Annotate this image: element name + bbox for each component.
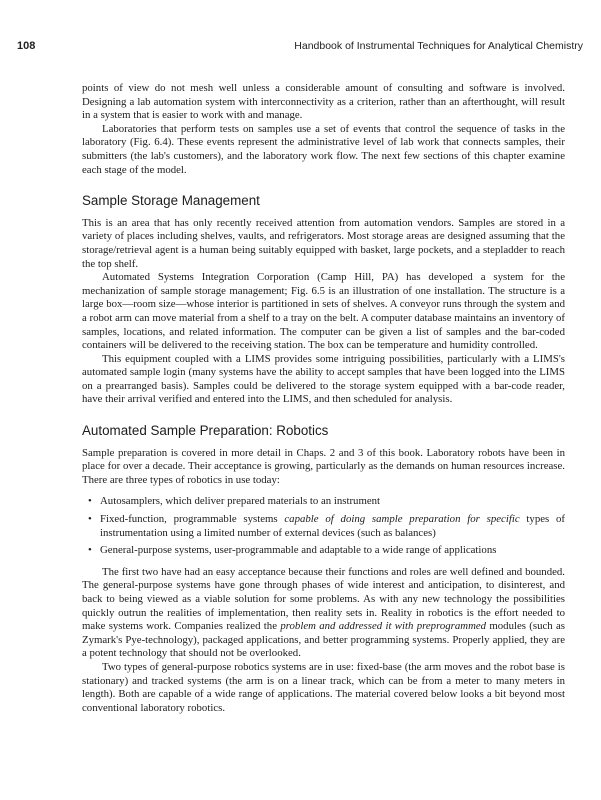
paragraph: Laboratories that perform tests on samples use a set of events that control the sequence of tasks in the laboratory (Fig. 6.4). These events represent the administrative level of lab work that connects samples, their submitters (the lab's customers), and the laboratory work flow. The next few sections of this chapter examine each stage of the model. (82, 122, 565, 176)
paragraph: This equipment coupled with a LIMS provides some intriguing possibilities, particularly with a LIMS's automated sample login (many systems have the ability to accept samples that have been logged into the LIMS on a prearranged basis). Samples could be delivered to the storage system equipped with a bar-code reader, have their arrival verified and entered into the LIMS, and then scheduled for analysis. (82, 352, 565, 406)
list-item-text: Autosamplers, which deliver prepared materials to an instrument (100, 495, 381, 508)
paragraph-text: The first two have had an easy acceptance because their functions and roles are well defined and bounded. The general-purpose systems have gone through phases of wide interest and anticipation, to disinterest, and back to being viewed as a viable solution for some problems. As with any new technology the possibilities quickly outrun the realities of implementation, then reality sets in. Reality in robotics is the effort needed to make systems work. Companies realized the (82, 565, 565, 633)
page-body (82, 82, 565, 715)
list-item-text: Fixed-function, programmable systems (100, 513, 285, 526)
page-number: 108 (17, 40, 36, 52)
list-item-text: General-purpose systems, user-programmable and adaptable to a wide range of applications (100, 544, 497, 557)
paragraph: points of view do not mesh well unless a considerable amount of consulting and software is involved. Designing a lab automation system with interconnectivity as a criterion, rather than an afterthought, will result in a system that is easier to work with and manage. (82, 82, 565, 122)
paragraph-italic-text: problem and addressed it with preprogrammed (280, 620, 487, 633)
list-item-text: types of instrumentation using a limited number of external devices (such as balances) (100, 513, 565, 539)
running-head (0, 40, 601, 56)
paragraph (82, 566, 565, 661)
bullet-icon: • (88, 513, 92, 526)
bullet-icon: • (88, 495, 92, 508)
list-item (82, 544, 565, 558)
paragraph-text: modules (such as Zymark's Pye-technology), packaged applications, and better programming systems. Properly applied, they are a potent technology that should not be overlooked. (82, 620, 565, 660)
list-item (82, 495, 565, 509)
book-title: Handbook of Instrumental Techniques for Analytical Chemistry (294, 40, 583, 52)
paragraph: Sample preparation is covered in more detail in Chaps. 2 and 3 of this book. Laboratory robots have been in place for over a decade. Their acceptance is growing, particularly as the demands on human resources increase. There are three types of robotics in use today: (82, 446, 565, 486)
bullet-list (82, 495, 565, 557)
list-item-italic-text: capable of doing sample preparation for specific (284, 513, 520, 526)
bullet-icon: • (88, 544, 92, 557)
list-item (82, 513, 565, 540)
section-heading-sample-storage: Sample Storage Management (82, 193, 260, 209)
paragraph: This is an area that has only recently received attention from automation vendors. Samples are stored in a variety of places including shelves, vaults, and refrigerators. Most storage areas are designed assuming that the storage/retrieval agent is a human being suitably equipped with basket, large pockets, and a stepladder to reach the top shelf. (82, 216, 565, 270)
paragraph: Two types of general-purpose robotics systems are in use: fixed-base (the arm moves and the robot base is stationary) and tracked systems (the arm is on a linear track, which can be from a meter to many meters in length). Both are capable of a wide range of applications. The material covered below looks a bit beyond most conventional laboratory robotics. (82, 660, 565, 714)
section-heading-robotics: Automated Sample Preparation: Robotics (82, 423, 329, 439)
paragraph: Automated Systems Integration Corporation (Camp Hill, PA) has developed a system for the mechanization of sample storage management; Fig. 6.5 is an illustration of one installation. The structure is a large box—room size—whose interior is partitioned in sets of shelves. A conveyor runs through the system and a robot arm can move material from a shelf to a tray on the belt. A computer database maintains an inventory of samples, locations, and related information. The computer can be given a list of samples and the bar-coded containers will be delivered to the receiving station. The box can be temperature and humidity controlled. (82, 271, 565, 352)
